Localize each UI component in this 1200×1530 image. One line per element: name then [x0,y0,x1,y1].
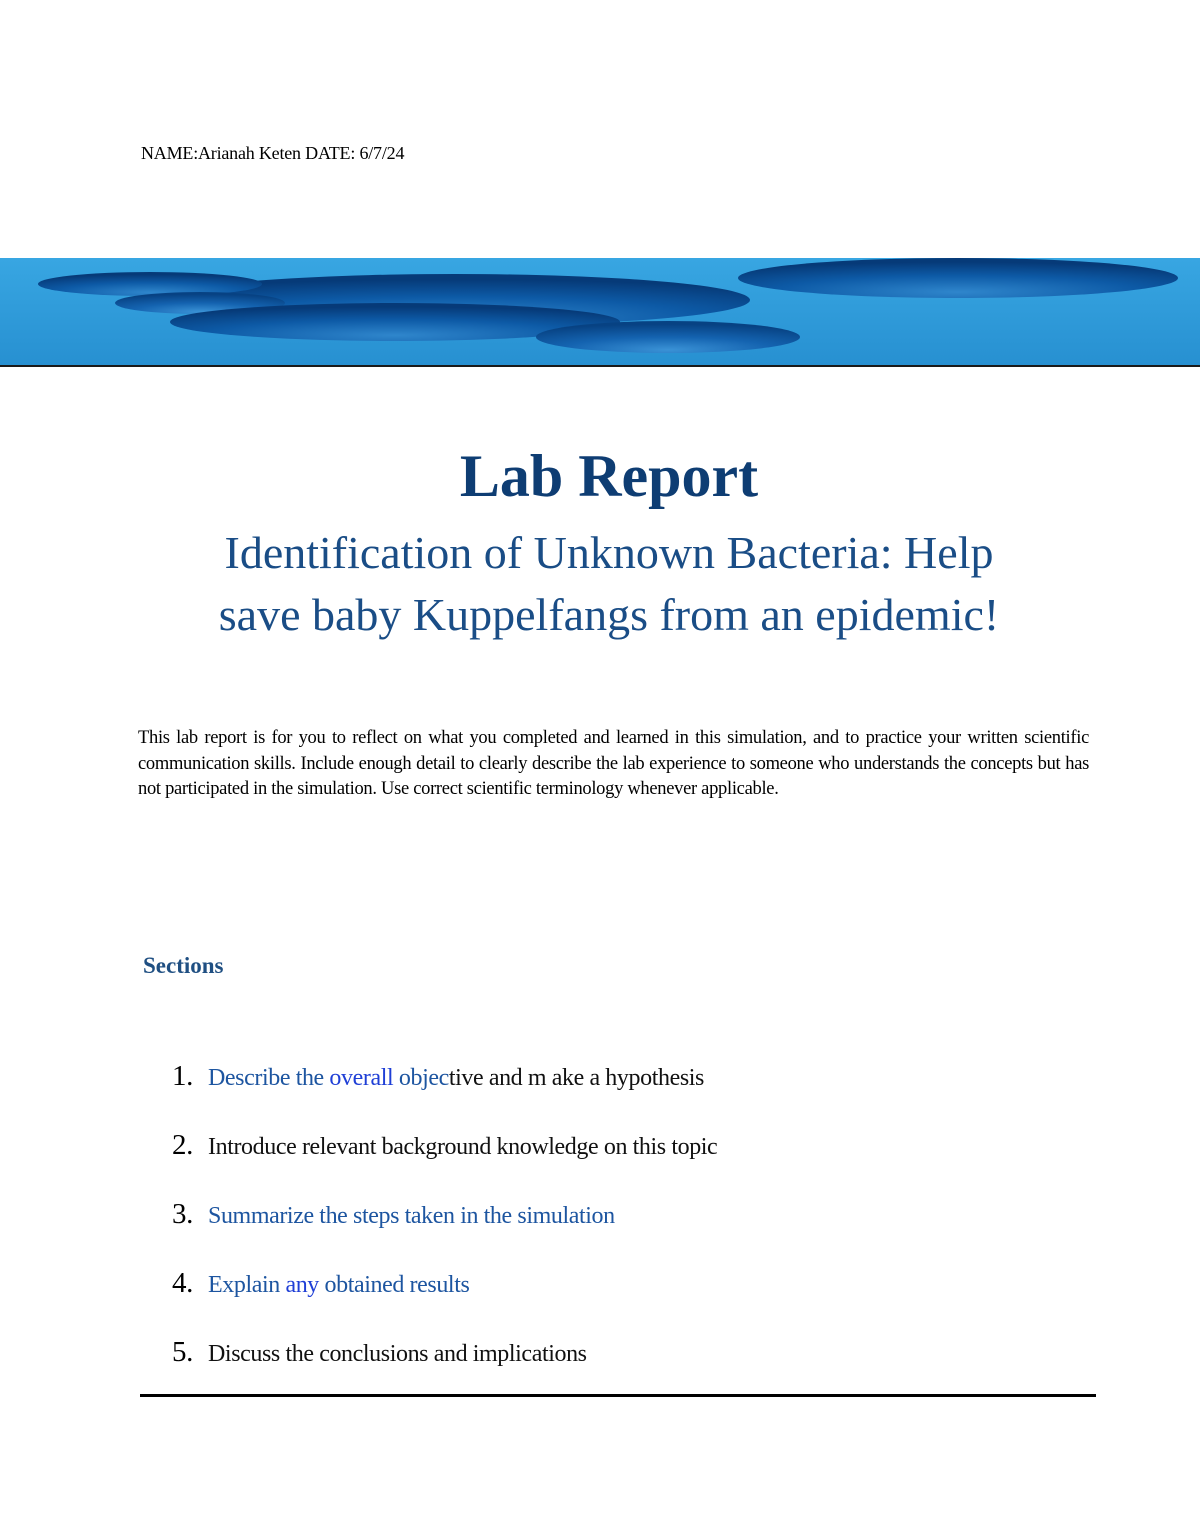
section-item [172,1056,717,1125]
section-number: 5. [172,1336,193,1368]
decorative-banner [0,258,1200,368]
section-text: overall [329,1065,394,1091]
banner-blob [38,272,262,296]
section-number: 4. [172,1267,193,1299]
subtitle-line: save baby Kuppelfangs from an epidemic! [218,589,1000,640]
section-text: Describe the [208,1065,330,1091]
section-number: 1. [172,1060,193,1092]
section-text: any [285,1272,319,1298]
footer-rule [140,1394,1096,1397]
section-item [172,1194,717,1263]
banner-blob [738,258,1178,298]
banner-blob [536,321,800,353]
page-subtitle [150,522,1068,646]
banner-bottom-rule [0,365,1200,367]
section-text: Discuss the conclusions and implications [208,1341,587,1367]
section-text: obtained results [318,1272,470,1298]
page-title: Lab Report [459,443,759,509]
sections-list [172,1056,717,1401]
sections-heading: Sections [143,953,224,978]
section-item [172,1332,717,1401]
section-text: Introduce relevant background knowledge on this topic [208,1134,718,1160]
section-text: Explain [208,1272,286,1298]
section-text: objec [393,1065,449,1091]
name-date-line: NAME:Arianah Keten DATE: 6/7/24 [141,143,405,163]
section-item [172,1125,717,1194]
section-text: tive and m ake a hypothesis [448,1065,704,1091]
section-number: 2. [172,1129,193,1161]
section-text: Summarize the steps taken in the simulation [208,1203,615,1229]
intro-paragraph: This lab report is for you to reflect on what you completed and learned in this simulation, and to practice your written scientific communication skills. Include enough detail to clearly describe the lab experience to someone who understands the concepts but has not participated in the simulation. Use correct scientific terminology whenever applicable. [138,728,1089,799]
section-number: 3. [172,1198,193,1230]
section-item [172,1263,717,1332]
subtitle-line: Identification of Unknown Bacteria: Help [224,527,994,578]
